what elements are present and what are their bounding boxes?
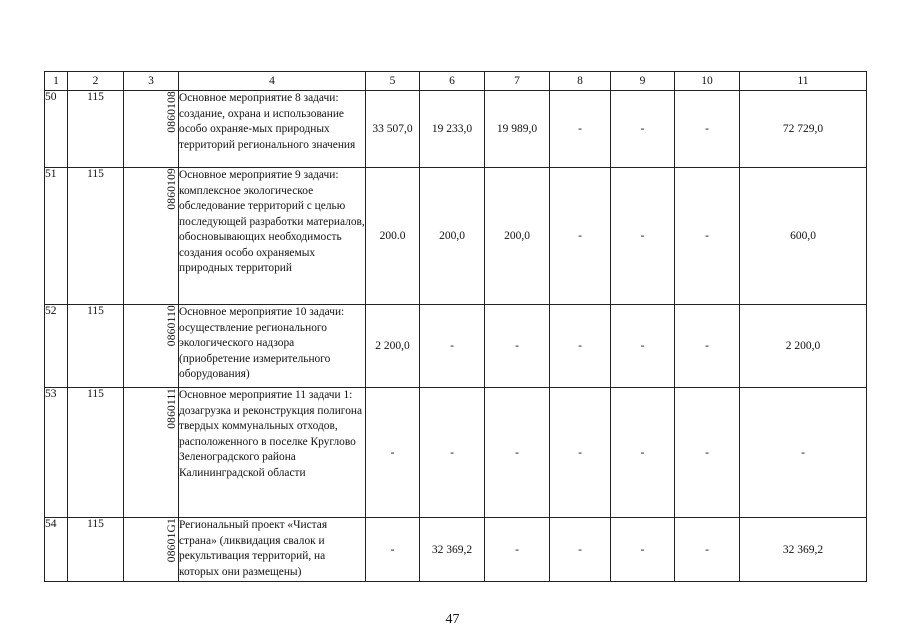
row-code-cell	[124, 388, 179, 518]
row-grbs: 115	[68, 91, 124, 168]
row-value-6: -	[420, 388, 485, 518]
row-value-7: -	[485, 305, 550, 388]
row-value-9: -	[611, 518, 675, 582]
row-number: 52	[45, 305, 68, 388]
row-value-9: -	[611, 91, 675, 168]
column-header: 9	[611, 72, 675, 91]
column-header: 5	[366, 72, 420, 91]
budget-table	[44, 71, 867, 582]
header-row	[45, 72, 867, 91]
row-number: 54	[45, 518, 68, 582]
row-grbs: 115	[68, 518, 124, 582]
row-value-8: -	[550, 388, 611, 518]
row-code: 0860110	[166, 305, 178, 347]
row-name: Основное мероприятие 8 задачи: создание, охрана и использование особо охраняе-мых природных территорий регионального значения	[179, 91, 366, 168]
row-number: 50	[45, 91, 68, 168]
row-value-9: -	[611, 168, 675, 305]
row-value-6: 32 369,2	[420, 518, 485, 582]
row-code-cell	[124, 305, 179, 388]
row-value-11: 32 369,2	[740, 518, 867, 582]
row-number: 51	[45, 168, 68, 305]
row-value-11: 600,0	[740, 168, 867, 305]
row-value-10: -	[675, 168, 740, 305]
row-value-10: -	[675, 518, 740, 582]
row-value-9: -	[611, 388, 675, 518]
row-value-10: -	[675, 91, 740, 168]
row-value-8: -	[550, 168, 611, 305]
column-header: 2	[68, 72, 124, 91]
row-name: Основное мероприятие 10 задачи: осуществление регионального экологического надзора (приобретение измерительного оборудования)	[179, 305, 366, 388]
row-grbs: 115	[68, 168, 124, 305]
column-header: 4	[179, 72, 366, 91]
row-value-7: -	[485, 388, 550, 518]
row-name: Основное мероприятие 9 задачи: комплексное экологическое обследование территорий с целью последующей разработки материалов, обосновывающих необходимость создания особо охраняемых природных территорий	[179, 168, 366, 305]
column-header: 10	[675, 72, 740, 91]
row-value-9: -	[611, 305, 675, 388]
row-value-10: -	[675, 388, 740, 518]
row-code: 0860111	[166, 388, 178, 429]
row-code-cell	[124, 518, 179, 582]
row-name: Основное мероприятие 11 задачи 1: дозагрузка и реконструкция полигона твердых коммунальных отходов, расположенного в поселке Круглово Зеленоградского района Калининградской области	[179, 388, 366, 518]
row-value-7: 19 989,0	[485, 91, 550, 168]
column-header: 8	[550, 72, 611, 91]
row-value-5: 33 507,0	[366, 91, 420, 168]
row-value-5: -	[366, 518, 420, 582]
row-code-cell	[124, 91, 179, 168]
row-grbs: 115	[68, 305, 124, 388]
row-name: Региональный проект «Чистая страна» (ликвидация свалок и рекультивация территорий, на которых они размещены)	[179, 518, 366, 582]
table-row	[45, 388, 867, 518]
row-value-5: -	[366, 388, 420, 518]
column-header: 11	[740, 72, 867, 91]
row-grbs: 115	[68, 388, 124, 518]
row-value-10: -	[675, 305, 740, 388]
table-row	[45, 168, 867, 305]
row-value-8: -	[550, 91, 611, 168]
column-header: 1	[45, 72, 68, 91]
row-value-7: 200,0	[485, 168, 550, 305]
row-value-6: 19 233,0	[420, 91, 485, 168]
row-value-8: -	[550, 518, 611, 582]
row-value-6: -	[420, 305, 485, 388]
table-row	[45, 91, 867, 168]
row-code: 0860109	[166, 168, 178, 210]
row-value-7: -	[485, 518, 550, 582]
row-value-11: 2 200,0	[740, 305, 867, 388]
row-value-5: 2 200,0	[366, 305, 420, 388]
table-row	[45, 305, 867, 388]
column-header: 3	[124, 72, 179, 91]
row-number: 53	[45, 388, 68, 518]
column-header: 6	[420, 72, 485, 91]
row-code: 0860108	[166, 91, 178, 133]
row-value-5: 200.0	[366, 168, 420, 305]
table-row	[45, 518, 867, 582]
row-code-cell	[124, 168, 179, 305]
column-header: 7	[485, 72, 550, 91]
row-code: 08601G1	[166, 518, 178, 563]
row-value-6: 200,0	[420, 168, 485, 305]
row-value-11: -	[740, 388, 867, 518]
row-value-8: -	[550, 305, 611, 388]
row-value-11: 72 729,0	[740, 91, 867, 168]
page-number: 47	[445, 612, 460, 627]
